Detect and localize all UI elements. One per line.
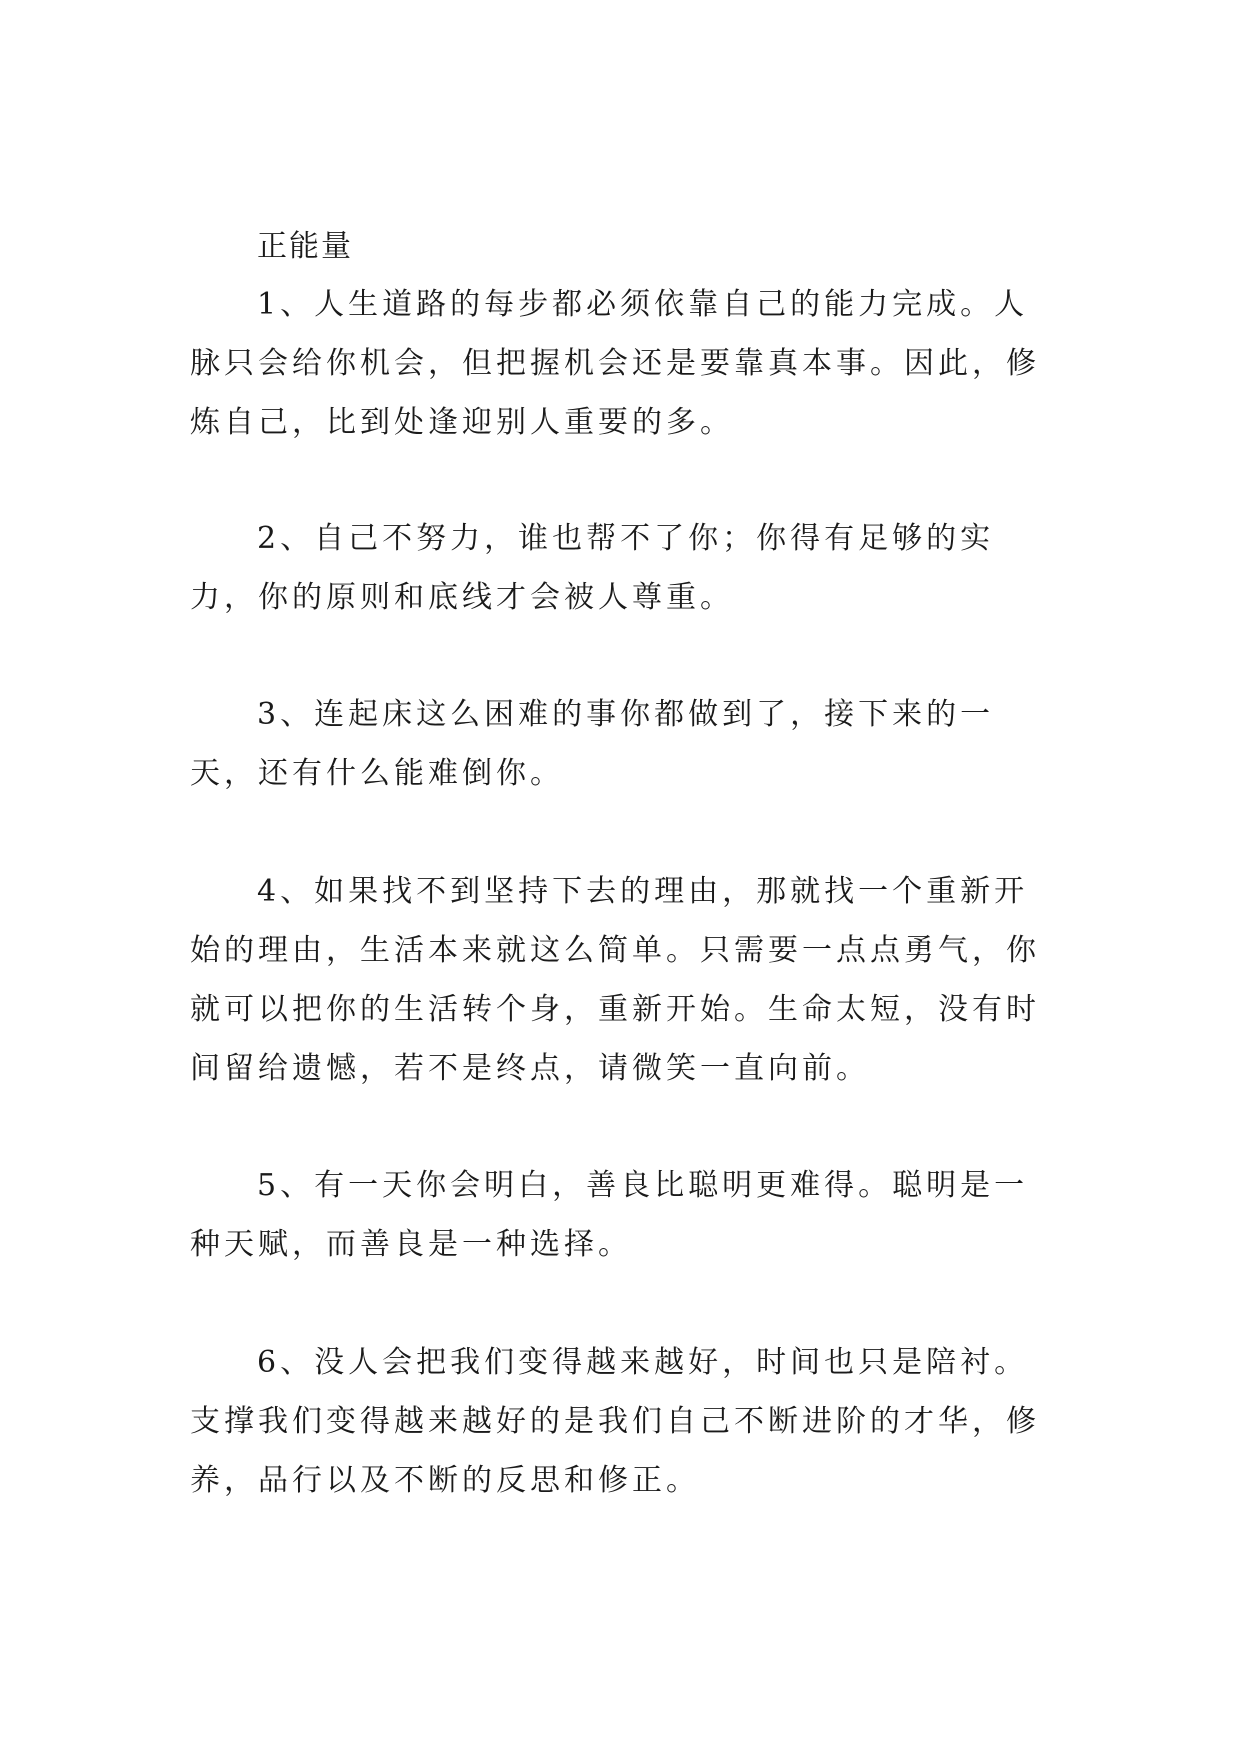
quote-text: 1、人生道路的每步都必须依靠自己的能力完成。人脉只会给你机会，但把握机会还是要靠真本事。因此，修炼自己，比到处逢迎别人重要的多。 — [190, 287, 1040, 440]
quote-text: 6、没人会把我们变得越来越好，时间也只是陪衬。支撑我们变得越来越好的是我们自己不断进阶的才华，修养，品行以及不断的反思和修正。 — [190, 1345, 1040, 1498]
document-title: 正能量 — [257, 229, 353, 264]
quote-paragraph-6 — [190, 1333, 1050, 1510]
quote-paragraph-4 — [190, 862, 1050, 1098]
quote-text: 2、自己不努力，谁也帮不了你；你得有足够的实力，你的原则和底线才会被人尊重。 — [190, 521, 995, 615]
quote-text: 5、有一天你会明白，善良比聪明更难得。聪明是一种天赋，而善良是一种选择。 — [190, 1168, 1029, 1262]
quote-paragraph-1 — [190, 275, 1050, 452]
quote-paragraph-3 — [190, 685, 1050, 803]
quote-text: 4、如果找不到坚持下去的理由，那就找一个重新开始的理由，生活本来就这么简单。只需要一点点勇气，你就可以把你的生活转个身，重新开始。生命太短，没有时间留给遗憾，若不是终点，请微笑一直向前。 — [190, 874, 1040, 1086]
quote-paragraph-2 — [190, 509, 1050, 627]
quote-paragraph-5 — [190, 1156, 1050, 1274]
quote-text: 3、连起床这么困难的事你都做到了，接下来的一天，还有什么能难倒你。 — [190, 697, 995, 791]
